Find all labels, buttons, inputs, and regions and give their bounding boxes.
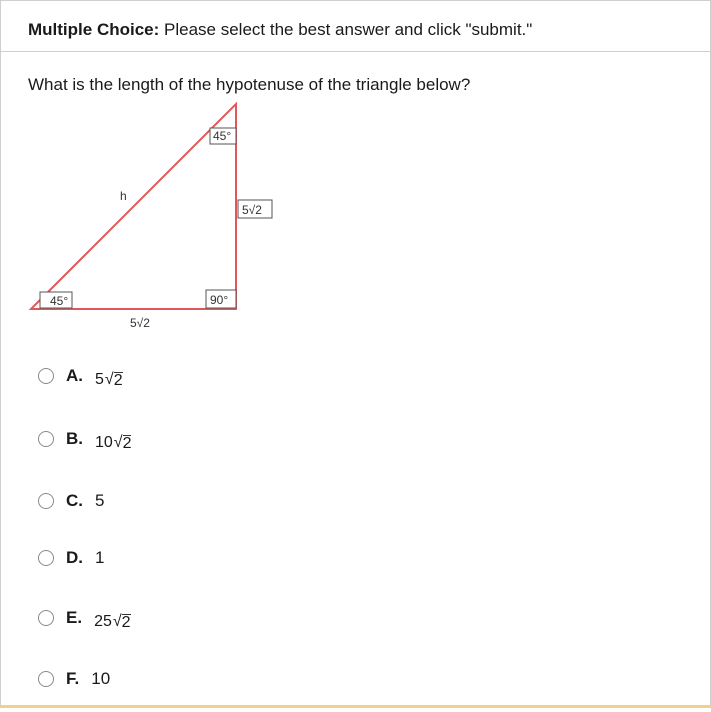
instructions-label: Multiple Choice:	[28, 20, 160, 39]
radio-button-f[interactable]	[38, 671, 54, 687]
option-answer: 1	[95, 548, 105, 567]
right-angle-label: 90°	[210, 293, 229, 307]
radicand: 2	[121, 613, 131, 631]
hypotenuse-label: h	[120, 189, 127, 203]
radicand: 2	[113, 371, 123, 389]
coefficient: 10	[95, 434, 113, 451]
question-text: What is the length of the hypotenuse of the triangle below?	[28, 75, 471, 94]
radio-button-d[interactable]	[38, 550, 54, 566]
option-letter: A.	[66, 366, 83, 385]
option-f[interactable]	[38, 664, 110, 694]
radio-button-c[interactable]	[38, 493, 54, 509]
radio-button-a[interactable]	[38, 368, 54, 384]
option-e[interactable]	[38, 603, 131, 633]
option-letter: B.	[66, 429, 83, 448]
option-answer	[94, 613, 130, 631]
option-c[interactable]	[38, 486, 104, 516]
option-letter: D.	[66, 548, 83, 567]
coefficient: 25	[94, 613, 112, 630]
instructions-text: Please select the best answer and click "submit."	[159, 20, 533, 39]
radio-button-b[interactable]	[38, 431, 54, 447]
option-answer: 5	[95, 491, 105, 510]
option-answer	[95, 434, 131, 452]
option-a[interactable]	[38, 361, 123, 391]
option-letter: C.	[66, 491, 83, 510]
left-angle-label: 45°	[50, 294, 69, 308]
radio-button-e[interactable]	[38, 610, 54, 626]
option-letter: E.	[66, 608, 83, 627]
option-b[interactable]	[38, 424, 131, 454]
option-d[interactable]	[38, 543, 104, 573]
triangle-figure	[0, 0, 711, 340]
sqrt-icon: √	[113, 434, 123, 451]
bottom-bar	[0, 705, 711, 708]
coefficient: 5	[95, 371, 104, 388]
option-answer	[95, 371, 123, 389]
sqrt-icon: √	[112, 613, 122, 630]
vertical-leg-label: 5√2	[242, 203, 262, 217]
horizontal-leg-label: 5√2	[130, 316, 150, 330]
option-letter: F.	[66, 669, 80, 688]
top-angle-label: 45°	[213, 129, 232, 143]
option-answer: 10	[91, 669, 111, 688]
sqrt-icon: √	[104, 371, 114, 388]
triangle-shape	[31, 104, 236, 309]
radicand: 2	[122, 434, 132, 452]
